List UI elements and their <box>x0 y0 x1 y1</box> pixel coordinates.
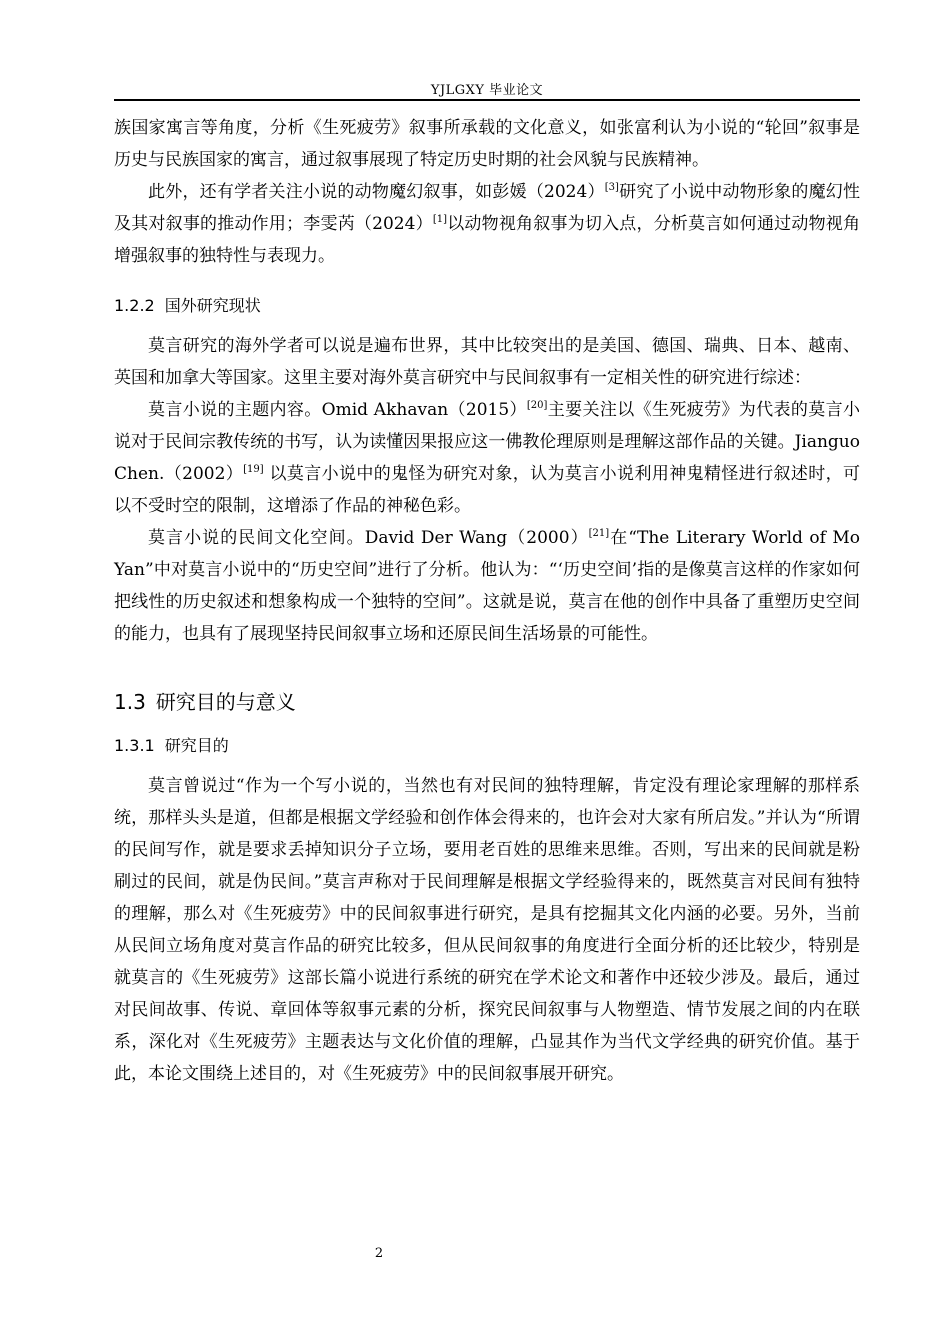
heading-title: 研究目的 <box>164 736 229 755</box>
heading-1-2-2 <box>114 290 860 322</box>
heading-number: 1.2.2 <box>114 296 155 315</box>
citation-ref: [1] <box>432 214 447 225</box>
heading-1-3-1 <box>114 730 860 762</box>
paragraph-national-allegory: 族国家寓言等角度，分析《生死疲劳》叙事所承载的文化意义，如张富利认为小说的“轮回”叙事是历史与民族国家的寓言，通过叙事展现了特定历史时期的社会风貌与民族精神。 <box>114 118 860 170</box>
text-run: 主要关注以《生死疲劳》为代表的莫言小说对于民间宗教传统的书写，认为读懂因果报应这一佛教伦理原则是理解这部作品的关键。Jianguo Chen.（2002） <box>114 400 861 484</box>
paragraph-theme-content <box>114 394 860 522</box>
text-run: 研究了小说中动物形象的魔幻性及其对叙事的推动作用；李雯芮（2024） <box>114 182 861 234</box>
citation-ref: [19] <box>243 464 264 475</box>
citation-ref: [20] <box>526 400 548 411</box>
page-body <box>114 112 860 1090</box>
paragraph-animal-magic-narrative <box>114 176 860 272</box>
header-rule <box>114 99 860 101</box>
paragraph-folk-cultural-space <box>114 522 860 650</box>
text-run: 以动物视角叙事为切入点，分析莫言如何通过动物视角增强叙事的独特性与表现力。 <box>114 214 861 266</box>
running-header: YJLGXY 毕业论文 <box>430 83 544 98</box>
paragraph-overseas-scholars: 莫言研究的海外学者可以说是遍布世界，其中比较突出的是美国、德国、瑞典、日本、越南、英国和加拿大等国家。这里主要对海外莫言研究中与民间叙事有一定相关性的研究进行综述： <box>114 336 860 388</box>
heading-title: 国外研究现状 <box>164 296 261 315</box>
heading-number: 1.3 <box>114 690 146 714</box>
paragraph-research-purpose: 莫言曾说过“作为一个写小说的，当然也有对民间的独特理解，肯定没有理论家理解的那样系统，那样头头是道，但都是根据文学经验和创作体会得来的，也许会对大家有所启发。”并认为“所谓的民间写作，就是要求丢掉知识分子立场，要用老百姓的思维来思维。否则，写出来的民间就是粉刷过的民间，就是伪民间。”莫言声称对于民间理解是根据文学经验得来的，既然莫言对民间有独特的理解，那么对《生死疲劳》中的民间叙事进行研究，是具有挖掘其文化内涵的必要。另外，当前从民间立场角度对莫言作品的研究比较多，但从民间叙事的角度进行全面分析的还比较少，特别是就莫言的《生死疲劳》这部长篇小说进行系统的研究在学术论文和著作中还较少涉及。最后，通过对民间故事、传说、章回体等叙事元素的分析，探究民间叙事与人物塑造、情节发展之间的内在联系，深化对《生死疲劳》主题表达与文化价值的理解，凸显其作为当代文学经典的研究价值。基于此，本论文围绕上述目的，对《生死疲劳》中的民间叙事展开研究。 <box>114 776 860 1084</box>
heading-number: 1.3.1 <box>114 736 155 755</box>
heading-1-3 <box>114 686 860 718</box>
text-run: 莫言小说的民间文化空间。David Der Wang（2000） <box>148 528 589 548</box>
text-run: 以莫言小说中的鬼怪为研究对象，认为莫言小说利用神鬼精怪进行叙述时，可以不受时空的限制，这增添了作品的神秘色彩。 <box>114 464 860 516</box>
heading-title: 研究目的与意义 <box>155 690 296 714</box>
citation-ref: [3] <box>604 182 619 193</box>
text-run: 此外，还有学者关注小说的动物魔幻叙事，如彭媛（2024） <box>148 182 605 202</box>
text-run: 在“The Literary World of Mo Yan”中对莫言小说中的“历史空间”进行了分析。他认为：“‘历史空间’指的是像莫言这样的作家如何把线性的历史叙述和想象构成一个独特的空间”。这就是说，莫言在他的创作中具备了重塑历史空间的能力，也具有了展现坚持民间叙事立场和还原民间生活场景的可能性。 <box>114 528 860 644</box>
text-run: 莫言小说的主题内容。Omid Akhavan（2015） <box>148 400 527 420</box>
citation-ref: [21] <box>588 528 610 539</box>
page-number: 2 <box>374 1246 384 1261</box>
